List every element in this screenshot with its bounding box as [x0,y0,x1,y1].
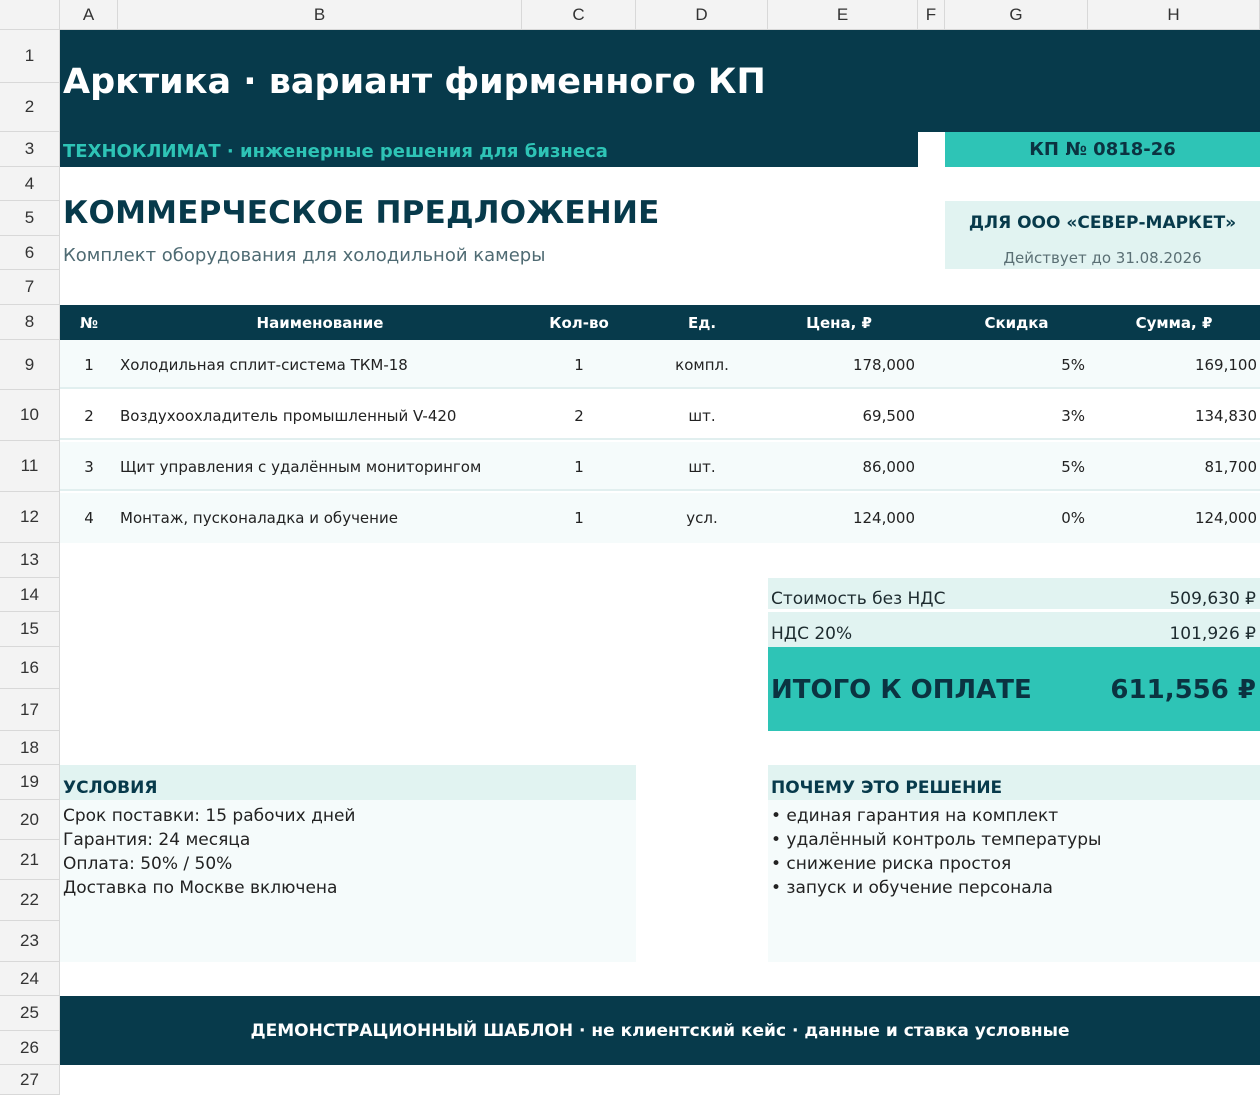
condition-line: Оплата: 50% / 50% [63,854,233,874]
row-header-2[interactable]: 2 [0,83,60,132]
header-num: № [79,313,99,332]
column-header-e[interactable]: E [768,0,918,30]
subtotal-value: 509,630 ₽ [1169,589,1256,609]
grand-total-label: ИТОГО К ОПЛАТЕ [771,675,1032,705]
row-header-11[interactable]: 11 [0,441,60,492]
item-qty: 1 [574,457,584,476]
item-price: 86,000 [862,457,915,476]
why-line: • удалённый контроль температуры [771,830,1102,850]
row-header-10[interactable]: 10 [0,390,60,441]
condition-line: Срок поставки: 15 рабочих дней [63,806,356,826]
row-header-9[interactable]: 9 [0,340,60,390]
row-header-25[interactable]: 25 [0,996,60,1031]
row-header-1[interactable]: 1 [0,30,60,83]
item-unit: усл. [686,508,718,527]
footer-banner: ДЕМОНСТРАЦИОННЫЙ ШАБЛОН · не клиентский кейс · данные и ставка условные [60,996,1260,1065]
header-sum: Сумма, ₽ [1135,313,1213,332]
row-header-27[interactable]: 27 [0,1065,60,1095]
condition-line: Доставка по Москве включена [63,878,338,898]
why-line: • снижение риска простоя [771,854,1012,874]
header-unit: Ед. [687,313,717,332]
item-qty: 2 [574,406,584,425]
item-name: Холодильная сплит-система ТКМ-18 [120,355,408,374]
row-header-3[interactable]: 3 [0,132,60,167]
row-header-16[interactable]: 16 [0,647,60,689]
vat-value: 101,926 ₽ [1169,624,1256,644]
header-discount: Скидка [984,313,1049,332]
item-discount: 5% [1061,457,1085,476]
item-sum: 81,700 [1204,457,1257,476]
column-header-c[interactable]: C [522,0,636,30]
item-num: 3 [84,457,94,476]
condition-line: Гарантия: 24 месяца [63,830,251,850]
row-header-22[interactable]: 22 [0,880,60,921]
row-header-17[interactable]: 17 [0,689,60,731]
why-title: ПОЧЕМУ ЭТО РЕШЕНИЕ [771,778,1003,798]
client-name: ДЛЯ ООО «СЕВЕР-МАРКЕТ» [968,213,1237,233]
row-header-6[interactable]: 6 [0,236,60,270]
item-sum: 124,000 [1194,508,1257,527]
offer-heading: КОММЕРЧЕСКОЕ ПРЕДЛОЖЕНИЕ [63,195,660,231]
company-tagline: ТЕХНОКЛИМАТ · инженерные решения для бизнеса [63,141,608,162]
kp-number-badge: КП № 0818-26 [945,132,1260,167]
row-header-24[interactable]: 24 [0,962,60,996]
header-name: Наименование [256,313,384,332]
document-title: Арктика · вариант фирменного КП [63,62,766,102]
item-discount: 0% [1061,508,1085,527]
select-all-corner[interactable] [0,0,60,30]
column-header-b[interactable]: B [118,0,522,30]
item-num: 2 [84,406,94,425]
column-header-d[interactable]: D [636,0,768,30]
item-discount: 3% [1061,406,1085,425]
item-sum: 134,830 [1194,406,1257,425]
item-name: Воздухоохладитель промышленный V-420 [120,406,457,425]
item-price: 178,000 [852,355,915,374]
item-unit: шт. [688,406,716,425]
item-qty: 1 [574,355,584,374]
offer-subheading: Комплект оборудования для холодильной камеры [63,245,546,266]
subtotal-label: Стоимость без НДС [771,589,946,609]
row-header-13[interactable]: 13 [0,543,60,578]
column-header-g[interactable]: G [945,0,1088,30]
valid-until: Действует до 31.08.2026 [1003,249,1202,267]
column-header-f[interactable]: F [918,0,945,30]
row-header-15[interactable]: 15 [0,612,60,647]
row-header-7[interactable]: 7 [0,270,60,305]
item-discount: 5% [1061,355,1085,374]
item-name: Щит управления с удалённым мониторингом [120,457,482,476]
row-header-12[interactable]: 12 [0,492,60,543]
item-qty: 1 [574,508,584,527]
item-unit: шт. [688,457,716,476]
row-header-4[interactable]: 4 [0,167,60,201]
column-header-h[interactable]: H [1088,0,1260,30]
item-num: 4 [84,508,94,527]
row-header-18[interactable]: 18 [0,731,60,765]
row-header-23[interactable]: 23 [0,921,60,962]
row-header-20[interactable]: 20 [0,800,60,840]
item-price: 124,000 [852,508,915,527]
row-header-21[interactable]: 21 [0,840,60,880]
item-price: 69,500 [862,406,915,425]
row-header-19[interactable]: 19 [0,765,60,800]
row-header-14[interactable]: 14 [0,578,60,612]
vat-label: НДС 20% [771,624,853,644]
row-header-5[interactable]: 5 [0,201,60,236]
column-header-a[interactable]: A [60,0,118,30]
conditions-title: УСЛОВИЯ [63,778,158,798]
why-line: • единая гарантия на комплект [771,806,1059,826]
row-header-26[interactable]: 26 [0,1031,60,1065]
header-qty: Кол-во [549,313,609,332]
header-price: Цена, ₽ [806,313,872,332]
row-header-8[interactable]: 8 [0,305,60,340]
item-name: Монтаж, пусконаладка и обучение [120,508,398,527]
grand-total-value: 611,556 ₽ [1110,675,1256,705]
item-unit: компл. [675,355,729,374]
why-line: • запуск и обучение персонала [771,878,1053,898]
item-sum: 169,100 [1194,355,1257,374]
item-num: 1 [84,355,94,374]
